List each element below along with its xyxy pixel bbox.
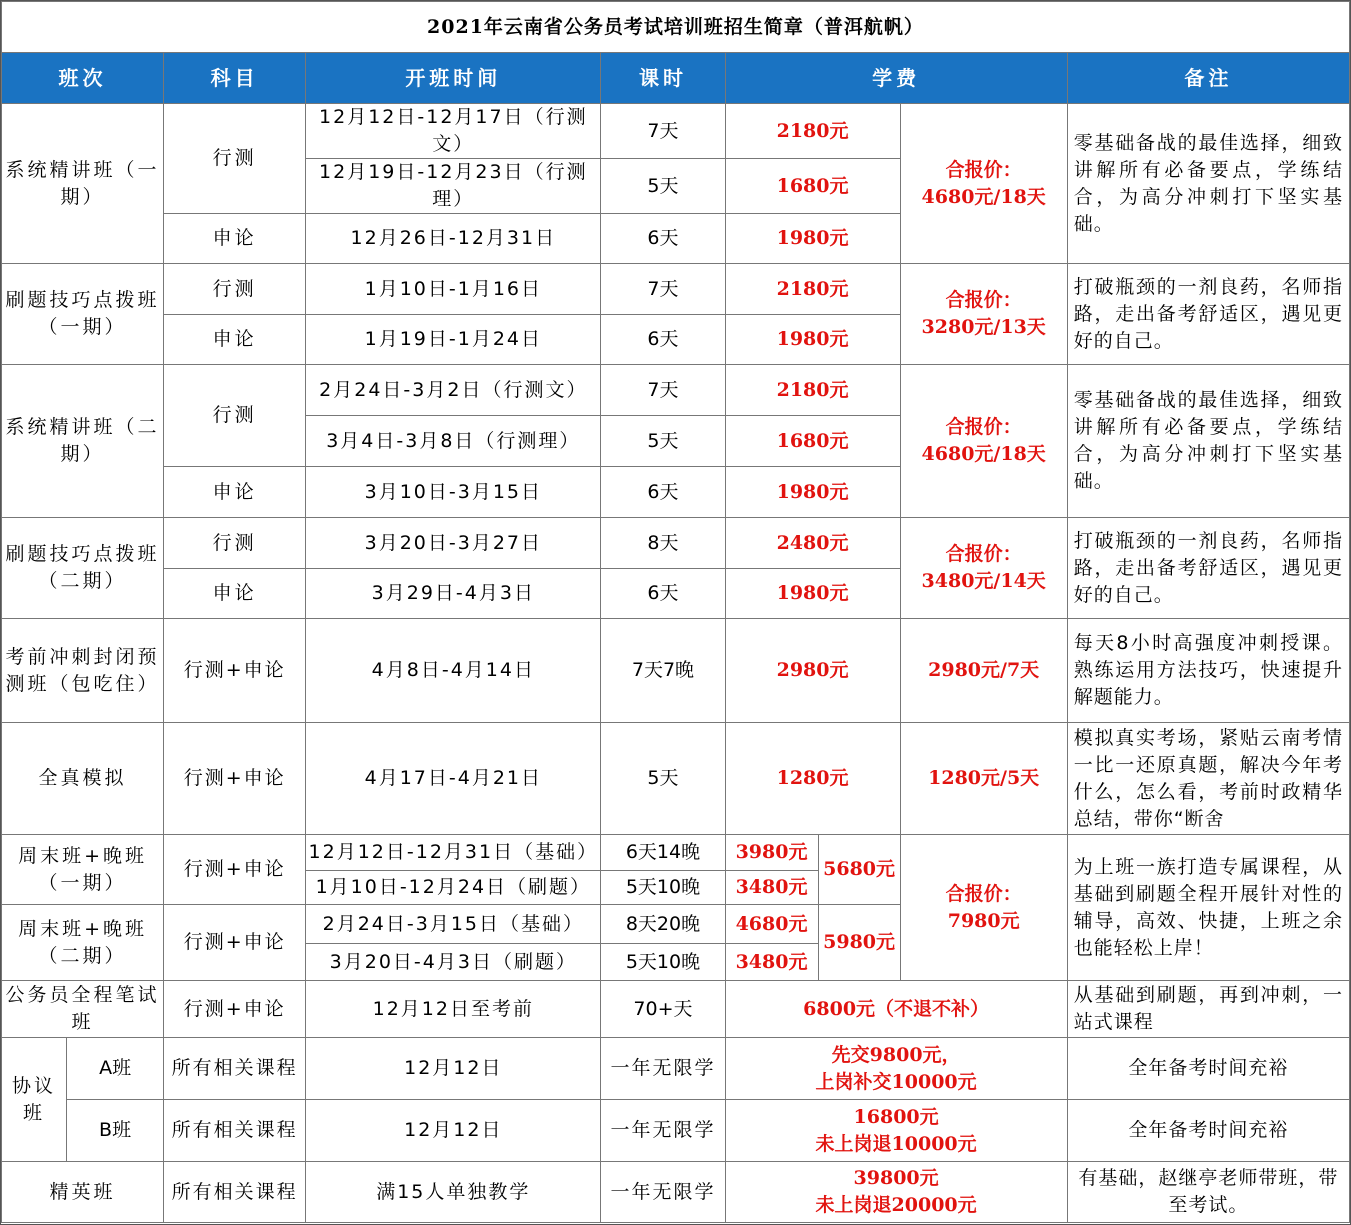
schedule: 12月19日-12月23日（行测理） xyxy=(306,159,601,214)
fee: 1280元 xyxy=(725,723,900,835)
note: 有基础，赵继亭老师带班，带至考试。 xyxy=(1067,1162,1349,1223)
table-row xyxy=(2,1038,1350,1100)
table-row xyxy=(2,104,1350,159)
schedule: 3月10日-3月15日 xyxy=(306,467,601,518)
class-name: 刷题技巧点拨班（二期） xyxy=(2,518,164,619)
subject: 行测+申论 xyxy=(164,835,306,905)
table-row xyxy=(2,518,1350,569)
hours: 7天 xyxy=(601,264,725,315)
combo-price: 1280元/5天 xyxy=(900,723,1067,835)
note: 为上班一族打造专属课程，从基础到刷题全程开展针对性的辅导，高效、快捷，上班之余也能轻松上岸！ xyxy=(1067,835,1349,981)
fee: 2980元 xyxy=(725,619,900,723)
schedule: 1月10日-12月24日（刷题） xyxy=(306,871,601,905)
schedule: 4月17日-4月21日 xyxy=(306,723,601,835)
subject: 申论 xyxy=(164,467,306,518)
note: 打破瓶颈的一剂良药，名师指路，走出备考舒适区，遇见更好的自己。 xyxy=(1067,518,1349,619)
header-note: 备注 xyxy=(1067,53,1349,104)
fee: 3980元 xyxy=(725,835,818,871)
hours: 7天 xyxy=(601,104,725,159)
fee: 1980元 xyxy=(725,569,900,619)
hours: 一年无限学 xyxy=(601,1162,725,1223)
note: 全年备考时间充裕 xyxy=(1067,1100,1349,1162)
schedule: 2月24日-3月15日（基础） xyxy=(306,905,601,944)
schedule: 12月12日-12月31日（基础） xyxy=(306,835,601,871)
fee-line: 16800元 xyxy=(853,1105,939,1128)
combo-value: 7980元 xyxy=(947,909,1020,932)
combo-value: 4680元/18天 xyxy=(921,443,1046,465)
combo-price xyxy=(900,264,1067,365)
fee: 1980元 xyxy=(725,315,900,365)
subject: 行测 xyxy=(164,104,306,214)
fee-line: 上岗补交10000元 xyxy=(815,1070,977,1093)
table-row xyxy=(2,1162,1350,1223)
combo-value: 4680元/18天 xyxy=(921,185,1046,208)
subject: 所有相关课程 xyxy=(164,1162,306,1223)
schedule: 12月12日-12月17日（行测文） xyxy=(306,104,601,159)
group-name: 协议班 xyxy=(2,1038,67,1162)
schedule: 3月29日-4月3日 xyxy=(306,569,601,619)
class-name: 周末班+晚班（二期） xyxy=(2,905,164,981)
fee: 4680元 xyxy=(725,905,818,944)
enrollment-table xyxy=(1,1,1350,1223)
hours: 7天 xyxy=(601,365,725,416)
subject: 申论 xyxy=(164,214,306,264)
class-name: 精英班 xyxy=(2,1162,164,1223)
hours: 一年无限学 xyxy=(601,1038,725,1100)
note: 打破瓶颈的一剂良药，名师指路，走出备考舒适区，遇见更好的自己。 xyxy=(1067,264,1349,365)
schedule: 3月20日-4月3日（刷题） xyxy=(306,944,601,981)
fee-line: 未上岗退10000元 xyxy=(815,1132,977,1155)
table-row xyxy=(2,835,1350,871)
schedule: 3月20日-3月27日 xyxy=(306,518,601,569)
fee-line: 先交9800元， xyxy=(831,1043,961,1066)
table-row xyxy=(2,365,1350,416)
subject: 申论 xyxy=(164,569,306,619)
class-name: 周末班+晚班（一期） xyxy=(2,835,164,905)
fee-line: 未上岗退20000元 xyxy=(815,1194,977,1216)
subject: 行测 xyxy=(164,264,306,315)
class-name: B班 xyxy=(67,1100,164,1162)
hours: 6天14晚 xyxy=(601,835,725,871)
combo-value: 3280元/13天 xyxy=(921,316,1046,338)
schedule: 12月12日 xyxy=(306,1038,601,1100)
note: 每天8小时高强度冲刺授课。熟练运用方法技巧，快速提升解题能力。 xyxy=(1067,619,1349,723)
fee xyxy=(725,1162,1067,1223)
table-row xyxy=(2,619,1350,723)
class-name: 刷题技巧点拨班（一期） xyxy=(2,264,164,365)
page-title: 2021年云南省公务员考试培训班招生简章（普洱航帆） xyxy=(2,2,1350,53)
hours: 5天 xyxy=(601,159,725,214)
fee: 3480元 xyxy=(725,871,818,905)
schedule: 3月4日-3月8日（行测理） xyxy=(306,416,601,467)
hours: 5天 xyxy=(601,416,725,467)
header-class: 班次 xyxy=(2,53,164,104)
schedule: 12月12日至考前 xyxy=(306,981,601,1038)
hours: 5天10晚 xyxy=(601,871,725,905)
schedule: 2月24日-3月2日（行测文） xyxy=(306,365,601,416)
combo-price xyxy=(900,835,1067,981)
table-row xyxy=(2,723,1350,835)
fee: 2180元 xyxy=(725,264,900,315)
subject: 申论 xyxy=(164,315,306,365)
class-name: 公务员全程笔试班 xyxy=(2,981,164,1038)
class-name: A班 xyxy=(67,1038,164,1100)
fee: 3480元 xyxy=(725,944,818,981)
note: 零基础备战的最佳选择，细致讲解所有必备要点，学练结合，为高分冲刺打下坚实基础。 xyxy=(1067,104,1349,264)
fee-line: 39800元 xyxy=(853,1167,939,1189)
hours: 8天20晚 xyxy=(601,905,725,944)
combo-value: 3480元/14天 xyxy=(921,570,1046,592)
hours: 8天 xyxy=(601,518,725,569)
hours: 6天 xyxy=(601,214,725,264)
subject: 行测+申论 xyxy=(164,905,306,981)
fee xyxy=(725,1038,1067,1100)
note: 全年备考时间充裕 xyxy=(1067,1038,1349,1100)
note: 从基础到刷题，再到冲刺，一站式课程 xyxy=(1067,981,1349,1038)
header-row xyxy=(2,53,1350,104)
class-name: 系统精讲班（一期） xyxy=(2,104,164,264)
hours: 5天10晚 xyxy=(601,944,725,981)
fee: 2180元 xyxy=(725,365,900,416)
combo-label: 合报价： xyxy=(945,416,1022,438)
class-name: 考前冲刺封闭预测班（包吃住） xyxy=(2,619,164,723)
hours: 7天7晚 xyxy=(601,619,725,723)
schedule: 12月26日-12月31日 xyxy=(306,214,601,264)
class-name: 系统精讲班（二期） xyxy=(2,365,164,518)
subject: 行测 xyxy=(164,518,306,569)
combo-price xyxy=(900,104,1067,264)
schedule: 1月19日-1月24日 xyxy=(306,315,601,365)
table-row xyxy=(2,1100,1350,1162)
hours: 6天 xyxy=(601,467,725,518)
combo-price xyxy=(900,365,1067,518)
subtotal: 5980元 xyxy=(818,905,900,981)
subject: 行测+申论 xyxy=(164,619,306,723)
note: 模拟真实考场，紧贴云南考情一比一还原真题，解决今年考什么，怎么看，考前时政精华总结，带你“断舍 xyxy=(1067,723,1349,835)
schedule: 1月10日-1月16日 xyxy=(306,264,601,315)
hours: 6天 xyxy=(601,315,725,365)
combo-label: 合报价： xyxy=(945,289,1022,311)
combo-label: 合报价： xyxy=(945,882,1022,905)
fee: 1680元 xyxy=(725,416,900,467)
schedule: 满15人单独教学 xyxy=(306,1162,601,1223)
table-row xyxy=(2,981,1350,1038)
combo-label: 合报价： xyxy=(945,158,1022,181)
schedule: 12月12日 xyxy=(306,1100,601,1162)
subject: 所有相关课程 xyxy=(164,1100,306,1162)
header-fee: 学费 xyxy=(725,53,1067,104)
subject: 行测+申论 xyxy=(164,723,306,835)
hours: 5天 xyxy=(601,723,725,835)
subject: 所有相关课程 xyxy=(164,1038,306,1100)
fee: 1680元 xyxy=(725,159,900,214)
class-name: 全真模拟 xyxy=(2,723,164,835)
fee: 1980元 xyxy=(725,467,900,518)
header-hours: 课时 xyxy=(601,53,725,104)
table-row xyxy=(2,264,1350,315)
schedule: 4月8日-4月14日 xyxy=(306,619,601,723)
title-row xyxy=(2,2,1350,53)
combo-price xyxy=(900,518,1067,619)
header-subject: 科目 xyxy=(164,53,306,104)
combo-price: 2980元/7天 xyxy=(900,619,1067,723)
subject: 行测 xyxy=(164,365,306,467)
hours: 6天 xyxy=(601,569,725,619)
header-time: 开班时间 xyxy=(306,53,601,104)
fee: 2180元 xyxy=(725,104,900,159)
subtotal: 5680元 xyxy=(818,835,900,905)
fee: 1980元 xyxy=(725,214,900,264)
hours: 一年无限学 xyxy=(601,1100,725,1162)
combo-label: 合报价： xyxy=(945,543,1022,565)
subject: 行测+申论 xyxy=(164,981,306,1038)
hours: 70+天 xyxy=(601,981,725,1038)
fee xyxy=(725,1100,1067,1162)
fee: 2480元 xyxy=(725,518,900,569)
note: 零基础备战的最佳选择，细致讲解所有必备要点，学练结合，为高分冲刺打下坚实基础。 xyxy=(1067,365,1349,518)
fee: 6800元（不退不补） xyxy=(725,981,1067,1038)
